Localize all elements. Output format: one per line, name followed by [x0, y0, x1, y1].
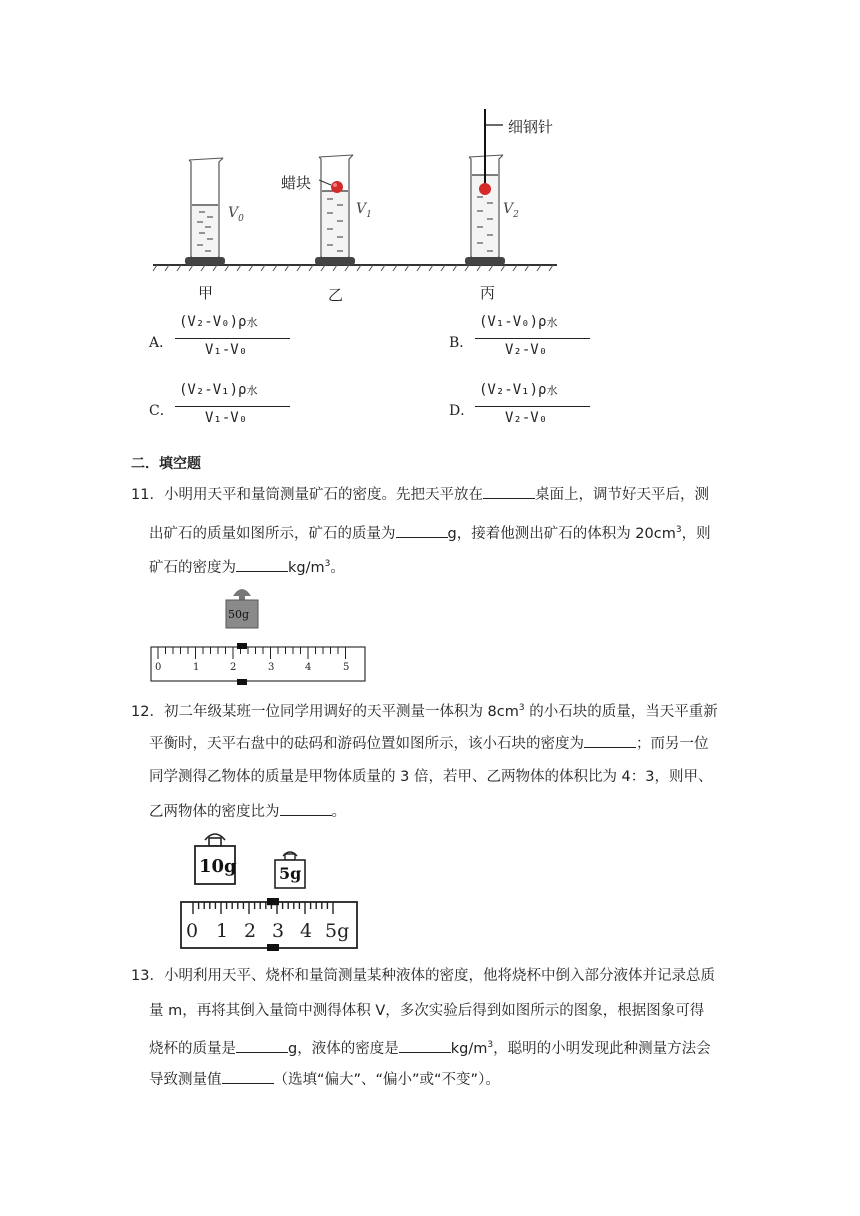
rider-top: [267, 898, 279, 905]
q12-scale-5: 5g: [325, 920, 350, 942]
q11-line2: 出矿石的质量如图所示，矿石的质量为 g，接着他测出矿石的体积为 $20cm^3$，则: [149, 520, 711, 544]
q11-weight-label: 50g: [228, 608, 250, 621]
q13-line4: 导致测量值 （选填“偏大”、“偏小”或“不变”）。: [149, 1069, 500, 1090]
option-d-formula: (V₂-V₁)ρ水 V₂-V₀: [475, 382, 595, 432]
q12-scale-4: 4: [300, 920, 313, 942]
q12-line4: 乙两物体的密度比为 。: [149, 801, 346, 822]
wax-block: [331, 181, 343, 193]
q11-scale-2: 2: [230, 662, 237, 673]
q11-scale-1: 1: [193, 662, 200, 673]
option-d-label: D．: [449, 403, 475, 419]
caption-jia: 甲: [198, 284, 214, 302]
q12-line2: 平衡时，天平右盘中的砝码和游码位置如图所示，该小石块的密度为 ；而另一位: [149, 733, 709, 754]
caption-bing: 丙: [480, 284, 496, 302]
q12-scale-2: 2: [244, 920, 257, 942]
rider-bottom: [237, 679, 247, 685]
v1-label: $V_1$: [356, 201, 372, 220]
option-a-label: A．: [149, 335, 174, 351]
q12-scale-1: 1: [216, 920, 229, 942]
q13-line2: 量 m，再将其倒入量筒中测得体积 V，多次实验后得到如图所示的图象，根据图象可得: [149, 1003, 705, 1019]
wax-label: 蜡块: [281, 174, 312, 192]
q12-blank-2[interactable]: [280, 801, 332, 816]
cylinder-bing: [465, 109, 505, 265]
cylinder-yi: [315, 155, 355, 265]
q12-weight-5g: 5g: [279, 864, 302, 883]
q11-blank-1[interactable]: [483, 484, 535, 499]
option-b-formula: (V₁-V₀)ρ水 V₂-V₀: [475, 314, 595, 364]
q13-blank-1[interactable]: [236, 1038, 288, 1053]
rider-top: [237, 643, 247, 649]
q13-blank-2[interactable]: [399, 1038, 451, 1053]
q11-blank-3[interactable]: [236, 557, 288, 572]
q12-line1: 12．初二年级某班一位同学用调好的天平测量一体积为 $8cm^3$ 的小石块的质量，当天平重新: [131, 703, 718, 720]
v0-label: $V_0$: [228, 205, 244, 224]
q11-line3: 矿石的密度为 $kg/m^3$。: [149, 554, 345, 578]
q11-scale-4: 4: [305, 662, 312, 673]
q11-scale-0: 0: [155, 662, 162, 673]
q12-scale-0: 0: [186, 920, 199, 942]
q11-blank-2[interactable]: [396, 523, 448, 538]
q13-line1: 13．小明利用天平、烧杯和量筒测量某种液体的密度，他将烧杯中倒入部分液体并记录总质: [131, 968, 715, 984]
cylinder-jia: [185, 158, 225, 265]
q11-ruler-ticks: [148, 582, 370, 686]
cylinders-figure: [145, 105, 565, 305]
q13-blank-3[interactable]: [222, 1069, 274, 1084]
section-title: 二．填空题: [131, 456, 201, 472]
caption-yi: 乙: [328, 286, 344, 304]
v2-label: $V_2$: [503, 201, 519, 220]
q11-line1: 11．小明用天平和量筒测量矿石的密度。先把天平放在 桌面上，调节好天平后，测: [131, 484, 709, 505]
rider-bottom: [267, 944, 279, 951]
q12-scale-3: 3: [272, 920, 285, 942]
q12-blank-1[interactable]: [584, 733, 636, 748]
option-c-label: C．: [149, 403, 174, 419]
q12-weight-10g: 10g: [199, 856, 237, 877]
q11-scale-3: 3: [268, 662, 275, 673]
option-a-formula: (V₂-V₀)ρ水 V₁-V₀: [175, 314, 295, 364]
option-c-formula: (V₂-V₁)ρ水 V₁-V₀: [175, 382, 295, 432]
q11-scale-5: 5: [343, 662, 350, 673]
option-b-label: B．: [449, 335, 474, 351]
q12-line3: 同学测得乙物体的质量是甲物体质量的 3 倍，若甲、乙两物体的体积比为 4：3，则甲、: [149, 769, 713, 785]
needle-label: 细钢针: [508, 118, 554, 136]
q13-line3: 烧杯的质量是 g，液体的密度是 $kg/m^3$，聪明的小明发现此种测量方法会: [149, 1035, 711, 1059]
